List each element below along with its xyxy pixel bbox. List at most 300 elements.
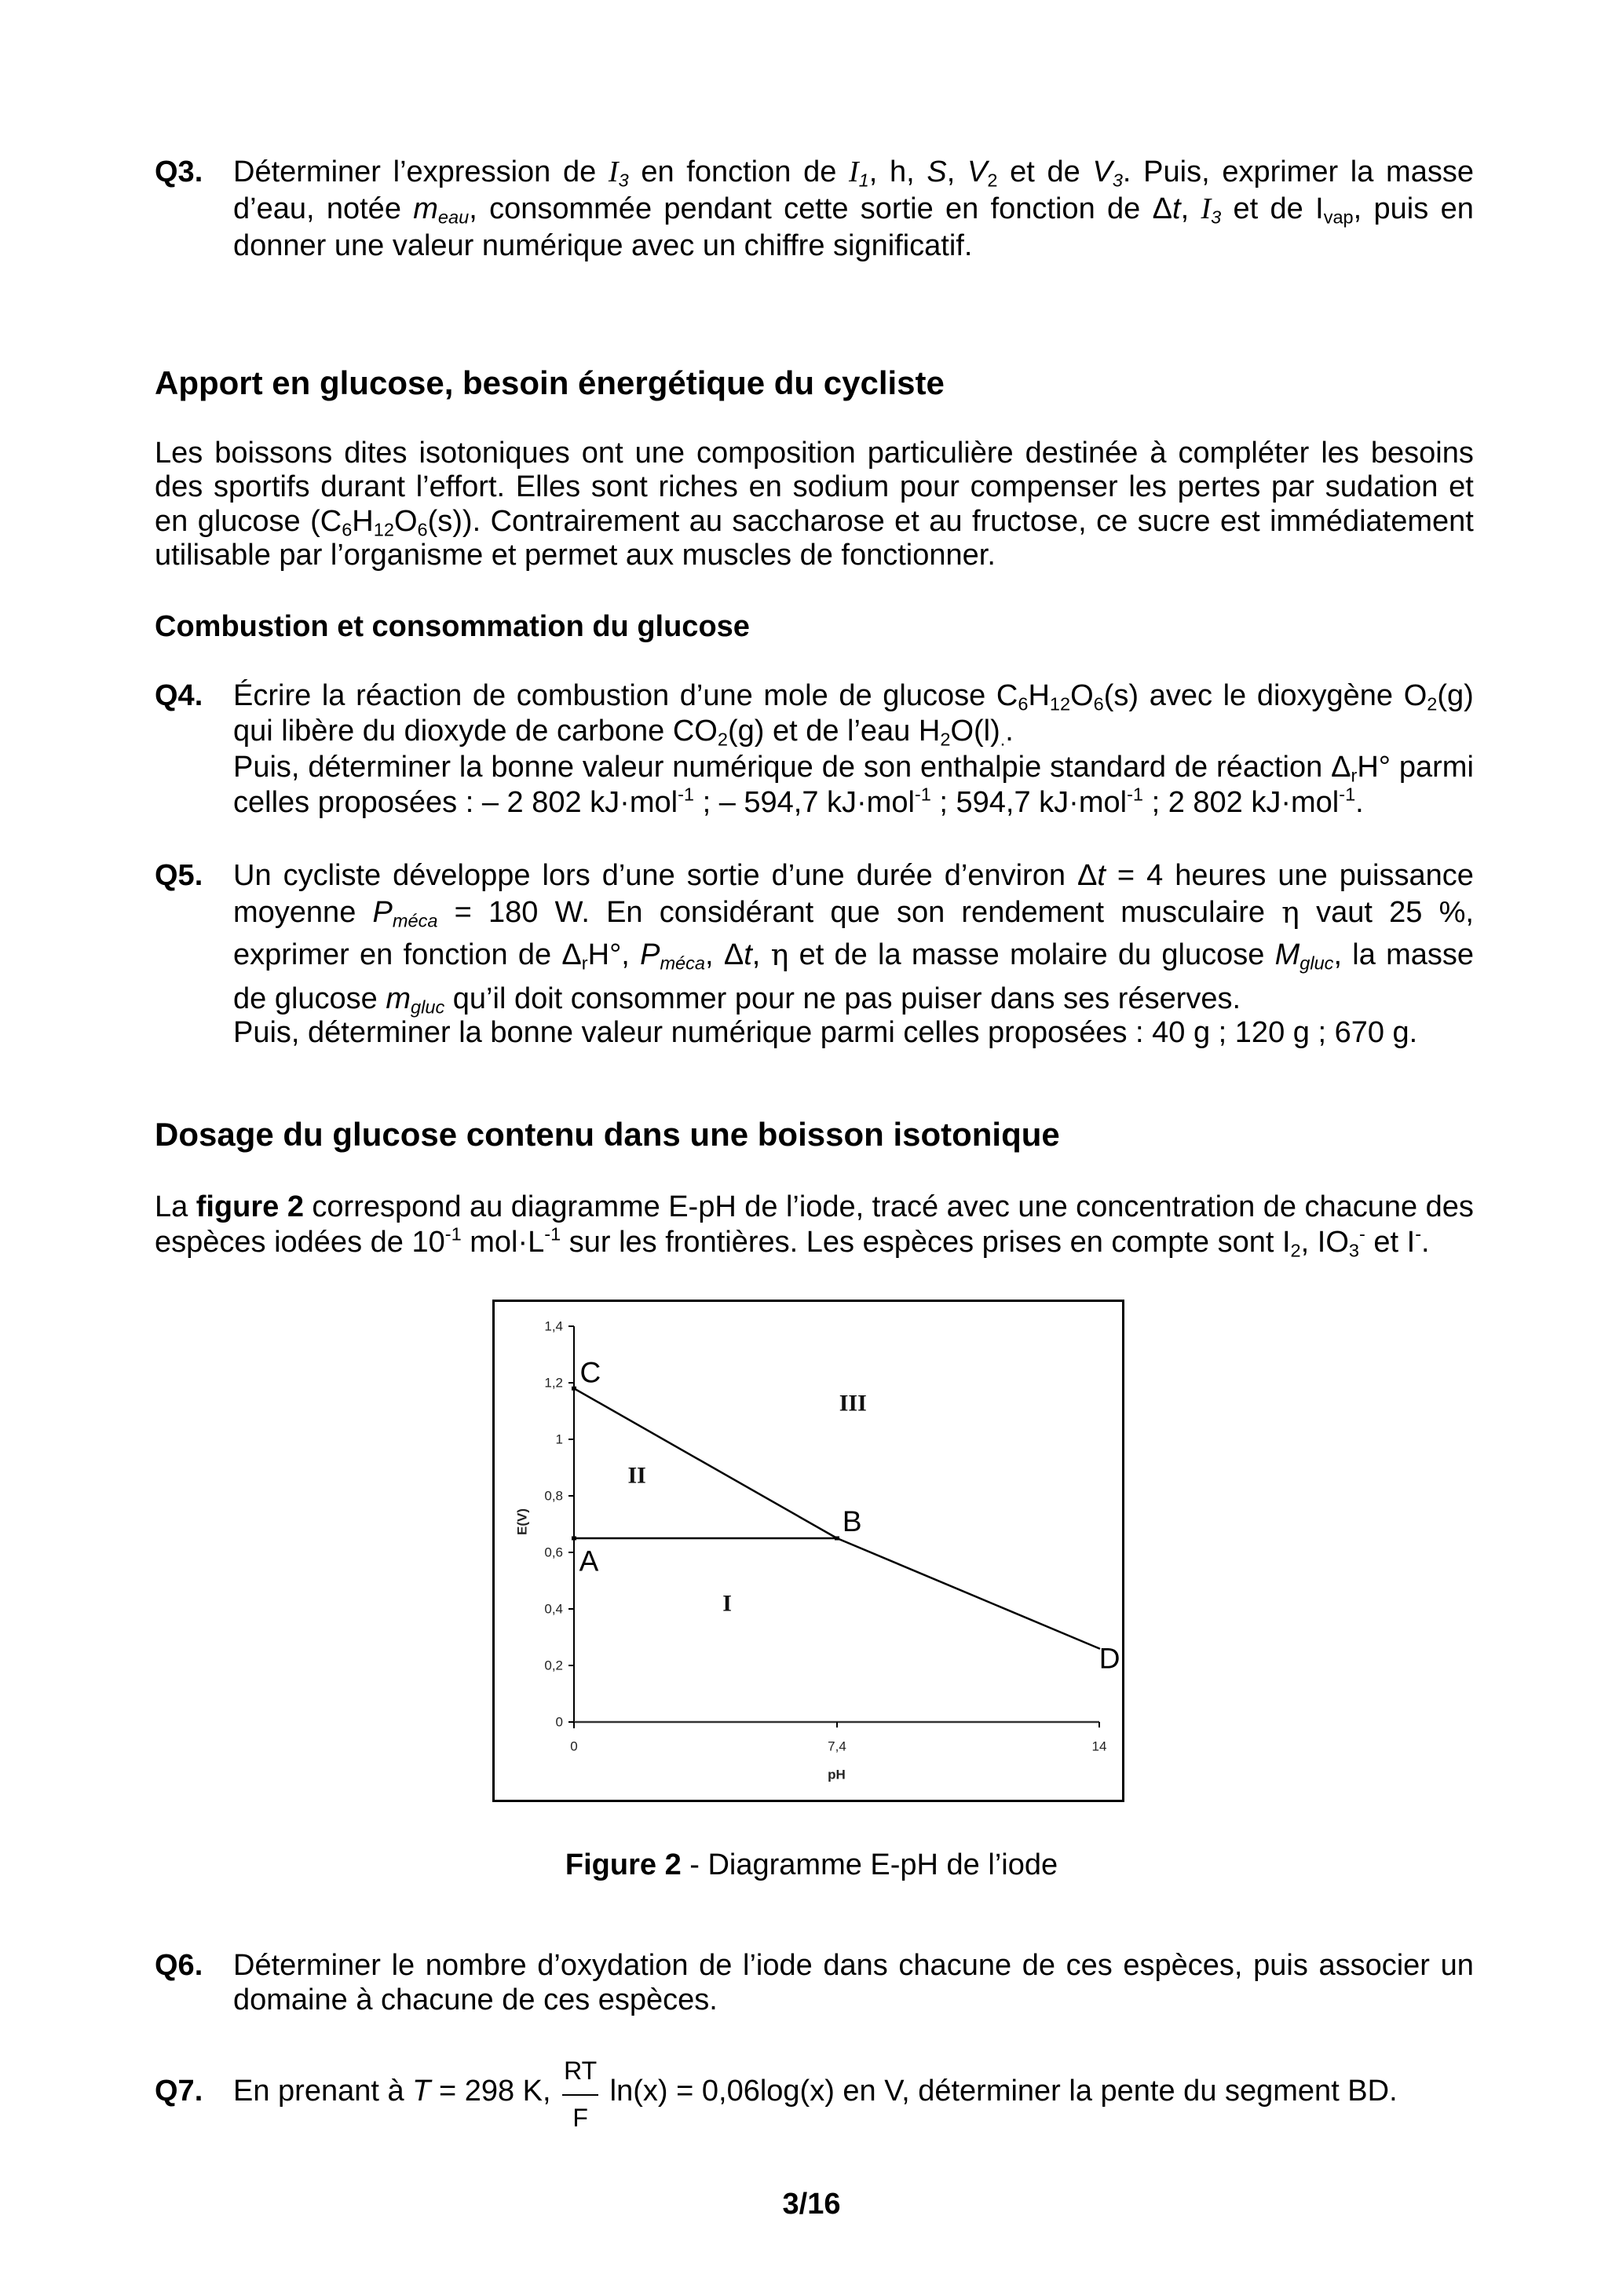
text-word: de: [699, 1949, 733, 1982]
text-word: 180: [488, 896, 539, 929]
text-word: ΔrH°: [1331, 750, 1391, 786]
text-word: pertes: [1177, 470, 1261, 504]
text-word: 25: [1389, 896, 1423, 929]
text-word: et: [1233, 192, 1259, 225]
point-label-a: A: [579, 1545, 599, 1578]
text-word: durant: [320, 470, 405, 504]
domain-label-iii: III: [839, 1390, 867, 1417]
text-word: de: [803, 155, 837, 188]
y-tick-label: 0,8: [544, 1488, 563, 1504]
italic-text: S: [927, 155, 947, 188]
text-word: concentration: [1076, 1190, 1256, 1223]
text-word: combustion: [516, 679, 670, 712]
text-word: masse: [1386, 938, 1474, 971]
text-word: de: [1270, 192, 1303, 225]
segment-bd: [837, 1538, 1099, 1648]
text-word: l’expression: [393, 155, 551, 188]
text-word: standard: [1050, 750, 1167, 784]
text-word: lors: [542, 859, 590, 892]
superscript: -1: [1127, 784, 1144, 805]
subscript: 6: [342, 519, 353, 540]
fraction-denominator: F: [572, 2104, 588, 2132]
italic-subscript: méca: [392, 910, 438, 931]
text-word: des: [155, 470, 203, 504]
text-word: l’iode: [743, 1949, 813, 1982]
subscript: 6: [1093, 693, 1104, 715]
question-label: Q7.: [155, 2075, 203, 2108]
superscript: -1: [444, 1223, 462, 1245]
text-word: que: [830, 896, 880, 929]
page-number: 3/16: [782, 2188, 841, 2221]
text-word: pour: [899, 470, 960, 504]
point-label-c: C: [579, 1356, 601, 1389]
text-word: cycliste: [283, 859, 382, 892]
paragraph: [233, 750, 1474, 821]
subscript: 3: [1348, 1240, 1359, 1261]
text-word: consommée: [489, 192, 652, 225]
text-word: de: [1022, 1949, 1055, 1982]
text-word: [196, 1190, 304, 1225]
text-word: Puis,: [1143, 155, 1210, 188]
text-word: d’eau,: [233, 192, 315, 225]
text-word: %,: [1438, 896, 1474, 929]
text-word: d’une: [679, 679, 753, 712]
text-line: celles proposées : – 2 802 kJ·mol$^{-1}$ ; – 594,7 kJ·mol$^{-1}$ ; 594,7 kJ·mol$^{-1}$ ; 2 802 kJ·mol$^{-1}$.: [233, 784, 1364, 820]
subscript: vap: [1323, 207, 1354, 228]
text-word: dioxygène: [1256, 679, 1394, 712]
text-word: à: [1150, 437, 1167, 470]
paragraph: [233, 2057, 1474, 2132]
text-line: [155, 470, 1474, 504]
text-word: chacune: [898, 1949, 1012, 1982]
point-marker-b: [835, 1537, 839, 1541]
text-word: heures: [1175, 859, 1267, 892]
text-word: d’oxydation: [537, 1949, 689, 1982]
text-word: chacune: [1304, 1190, 1418, 1223]
subscript: 12: [373, 519, 394, 540]
text-word: au: [469, 1190, 503, 1223]
text-word: du: [1117, 938, 1152, 971]
italic-subscript: gluc: [1299, 952, 1334, 974]
text-line: [233, 1948, 1474, 1983]
text-word: la: [1350, 155, 1374, 188]
text-word: pendant: [663, 192, 772, 225]
text-word: tracé: [872, 1190, 939, 1223]
text-line: de glucose mgluc qu’il doit consommer pour ne pas puiser dans ses réserves.: [233, 982, 1241, 1018]
text-word: [1281, 895, 1299, 930]
subscript: 6: [417, 519, 428, 540]
text-word: [609, 154, 629, 191]
text-word: l’effort.: [415, 470, 506, 504]
text-word: de: [1047, 155, 1080, 188]
text-word: la: [321, 679, 345, 712]
text-word: parmi: [1398, 750, 1474, 784]
paragraph-text: [155, 437, 1474, 573]
script-symbol: I: [849, 155, 859, 188]
text-word: masse: [911, 938, 1000, 971]
text-word: (C6H12O6(s)).: [310, 504, 481, 540]
text-word: fructose,: [971, 504, 1087, 538]
text-word: [1201, 191, 1221, 228]
paragraph: [0, 1848, 1623, 1882]
bold-text: figure 2: [196, 1190, 304, 1223]
text-word: fonction: [990, 192, 1095, 225]
text-word: Contrairement: [490, 504, 680, 538]
text-word: I1,: [849, 155, 878, 191]
text-word: avec: [946, 1190, 1010, 1223]
text-word: les: [1128, 470, 1167, 504]
text-word: puis: [1373, 192, 1429, 225]
text-line: En prenant à T = 298 K, $\frac{RT}{F}$ ln(x) = 0,06log(x) en V, déterminer la pente du segment BD.: [233, 2057, 1398, 2132]
y-tick-label: 0,4: [544, 1601, 563, 1617]
text-word: [373, 895, 438, 930]
text-word: de: [1174, 750, 1208, 784]
text-word: fonction: [686, 155, 791, 188]
text-word: l’iode,: [785, 1190, 865, 1223]
paragraph-text: [155, 1190, 1474, 1260]
text-word: associer: [1318, 1949, 1430, 1982]
text-word: sodium: [792, 470, 890, 504]
text-word: des: [1425, 1190, 1474, 1223]
text-word: d’environ: [944, 859, 1066, 892]
question-label: Q4.: [155, 679, 203, 712]
text-word: et: [1010, 155, 1035, 188]
text-word: glucose: [197, 504, 301, 538]
y-tick-label: 0,2: [544, 1658, 563, 1673]
point-marker-c: [572, 1387, 576, 1391]
text-word: puissance: [1339, 859, 1474, 892]
x-tick-label: 0: [570, 1738, 578, 1754]
subscript: 2: [1290, 1240, 1301, 1261]
text-word: 4: [1146, 859, 1164, 892]
paragraph: [233, 154, 1474, 265]
text-word: saccharose: [732, 504, 885, 538]
text-word: C6H12O6(s): [996, 679, 1139, 715]
italic-subscript: méca: [660, 952, 706, 974]
text-line: domaine à chacune de ces espèces.: [233, 1983, 718, 2016]
text-word: vaut: [1316, 896, 1373, 929]
text-word: son: [863, 750, 912, 784]
text-word: Un: [233, 859, 272, 892]
text-word: en: [748, 470, 782, 504]
italic-subscript: 3: [1112, 170, 1123, 191]
text-word: exprimer: [1222, 155, 1339, 188]
text-word: glucose: [883, 679, 986, 712]
text-word: molaire: [1010, 938, 1108, 971]
bold-text: Figure 2: [565, 1848, 682, 1881]
superscript: -1: [914, 784, 931, 805]
text-word: En: [606, 896, 643, 929]
question-label: Q3.: [155, 155, 203, 188]
italic-text: m: [386, 982, 411, 1015]
paragraph: [155, 1190, 1474, 1260]
text-line: [233, 750, 1474, 785]
text-line: utilisable par l’organisme et permet aux muscles de fonctionner.: [155, 539, 996, 572]
text-word: en: [155, 504, 188, 538]
text-line: [155, 505, 1474, 539]
fraction-numerator: RT: [564, 2057, 598, 2085]
y-axis-title: E(V): [514, 1508, 530, 1535]
text-word: valeur: [582, 750, 664, 784]
italic-text: V: [1092, 155, 1113, 188]
italic-subscript: 1: [858, 170, 869, 191]
text-word: une: [634, 437, 685, 470]
italic-text: T: [412, 2075, 431, 2108]
text-word: sortie: [860, 192, 934, 225]
italic-text: V: [967, 155, 988, 188]
text-line: Puis, déterminer la bonne valeur numérique parmi celles proposées : 40 g ; 120 g ; 670 g.: [233, 1016, 1418, 1049]
text-word: Mgluc,: [1274, 938, 1343, 974]
text-word: sudation: [1325, 470, 1438, 504]
text-word: son: [896, 896, 945, 929]
text-word: notée: [326, 192, 401, 225]
domain-label-i: I: [722, 1590, 732, 1617]
point-marker-a: [572, 1537, 576, 1541]
text-word: le: [391, 1949, 415, 1982]
text-word: déterminer: [308, 750, 451, 784]
text-word: =: [454, 896, 472, 929]
superscript: -: [1358, 1223, 1365, 1245]
y-tick-label: 0: [555, 1714, 563, 1730]
text-word: au: [929, 504, 963, 538]
paragraph: [233, 1948, 1474, 2017]
text-word: immédiatement: [1270, 504, 1474, 538]
subscript: 6: [1018, 693, 1029, 715]
figure-e-ph-diagram: [492, 1300, 1124, 1802]
text-word: W.: [554, 896, 590, 929]
text-word: et: [894, 504, 919, 538]
figure-caption: [0, 1848, 1623, 1882]
text-word: en: [1440, 192, 1474, 225]
text-line: [155, 437, 1474, 470]
text-word: O2(g): [1403, 679, 1474, 715]
text-word: fonction: [403, 938, 508, 971]
paragraph: [233, 1015, 1474, 1050]
y-tick-label: 0,6: [544, 1545, 563, 1560]
section-heading-glucose: Apport en glucose, besoin énergétique du cycliste: [155, 364, 945, 401]
script-symbol: I: [1201, 192, 1212, 225]
question-label: Q5.: [155, 859, 203, 892]
fraction: [562, 2057, 598, 2132]
text-word: un: [1440, 1949, 1474, 1982]
question-label: Q6.: [155, 1949, 203, 1982]
italic-text: t: [744, 938, 752, 971]
text-word: exprimer: [233, 938, 349, 971]
text-line: [233, 938, 1474, 973]
text-word: ont: [581, 437, 623, 470]
text-line: [233, 678, 1474, 714]
superscript: -1: [678, 784, 695, 805]
text-word: d’une: [771, 859, 845, 892]
text-word: La: [155, 1190, 188, 1223]
text-word: Écrire: [233, 679, 312, 712]
text-word: de: [834, 938, 868, 971]
text-word: [967, 154, 997, 191]
text-word: sortie: [686, 859, 760, 892]
text-word: dans: [823, 1949, 888, 1982]
paragraph: [233, 678, 1474, 750]
text-word: Puis,: [233, 750, 300, 784]
text-word: Déterminer: [233, 155, 381, 188]
text-word: Δt: [1077, 859, 1106, 892]
subscript: 2: [717, 729, 728, 750]
text-word: une: [1018, 1190, 1068, 1223]
italic-text: P: [640, 938, 660, 971]
subscript: r: [581, 952, 588, 974]
text-word: V3.: [1092, 155, 1131, 191]
text-word: compléter: [1178, 437, 1310, 470]
point-label-b: B: [842, 1504, 862, 1537]
text-line: espèces iodées de $10^{-1}$ $mol\cdot L^{-1}$ sur les frontières. Les espèces prises en compte sont I2, IO3- et I-.: [155, 1223, 1430, 1261]
text-word: le: [1223, 679, 1247, 712]
text-word: h,: [890, 155, 915, 188]
text-word: besoins: [1370, 437, 1474, 470]
italic-subscript: 3: [1211, 207, 1222, 228]
text-word: Pméca,: [640, 938, 714, 974]
question-text: [233, 858, 1474, 1050]
text-word: d’une: [601, 859, 675, 892]
text-line: qui libère du dioxyde de carbone CO2(g) et de l’eau H2O(l)..: [233, 715, 1014, 750]
subscript: .: [1000, 729, 1006, 750]
question-text: [233, 2057, 1474, 2132]
text-word: ce: [1096, 504, 1128, 538]
text-word: masse: [1386, 155, 1474, 188]
text-line: [233, 858, 1474, 893]
text-line: [233, 191, 1474, 228]
italic-text: m: [413, 192, 438, 225]
italic-subscript: gluc: [411, 996, 445, 1018]
text-word: composition: [696, 437, 856, 470]
x-tick-label: 14: [1091, 1738, 1107, 1754]
text-word: boissons: [214, 437, 333, 470]
text-word: mole: [763, 679, 828, 712]
text-word: Elles: [515, 470, 581, 504]
paragraph: [233, 858, 1474, 1016]
text-word: Δt,: [723, 938, 761, 971]
greek-symbol: η: [1281, 895, 1299, 930]
text-word: sportifs: [214, 470, 310, 504]
text-word: réaction: [356, 679, 462, 712]
text-word: et: [799, 938, 824, 971]
e-ph-chart: [492, 1300, 1124, 1802]
text-word: diagramme: [510, 1190, 660, 1223]
text-line: Figure 2 - Diagramme E-pH de l’iode: [565, 1848, 1058, 1881]
text-word: les: [1321, 437, 1359, 470]
text-word: moyenne: [233, 896, 356, 929]
text-word: rendement: [961, 896, 1105, 929]
text-word: ces: [1066, 1949, 1113, 1982]
text-word: Δt,: [1152, 192, 1190, 225]
text-word: puis: [1253, 1949, 1308, 1982]
text-word: glucose: [1161, 938, 1265, 971]
question-text: [233, 1948, 1474, 2017]
text-word: particulière: [867, 437, 1014, 470]
text-word: musculaire: [1120, 896, 1265, 929]
subscript: 2: [1427, 693, 1438, 715]
text-word: nombre: [425, 1949, 527, 1982]
superscript: -1: [544, 1223, 561, 1245]
text-word: [771, 938, 789, 973]
text-word: correspond: [312, 1190, 462, 1223]
text-line: [233, 895, 1474, 930]
text-word: Déterminer: [233, 1949, 381, 1982]
greek-symbol: η: [770, 938, 789, 972]
text-word: par: [1271, 470, 1314, 504]
italic-subscript: eau: [437, 207, 470, 228]
text-word: Les: [155, 437, 203, 470]
text-word: de: [839, 679, 872, 712]
section-heading-dosage: Dosage du glucose contenu dans une boisson isotonique: [155, 1116, 1060, 1153]
text-word: numérique: [672, 750, 813, 784]
superscript: -: [1415, 1223, 1422, 1245]
text-word: cette: [784, 192, 849, 225]
text-word: la: [878, 938, 901, 971]
text-word: espèces,: [1123, 1949, 1243, 1982]
domain-label-ii: II: [627, 1462, 646, 1489]
text-word: durée: [856, 859, 933, 892]
text-line: donner une valeur numérique avec un chiffre significatif.: [233, 229, 973, 262]
text-word: destinée: [1025, 437, 1139, 470]
text-word: ΔrH°,: [561, 938, 630, 974]
y-tick-label: 1,4: [544, 1318, 563, 1334]
text-word: sucre: [1137, 504, 1211, 538]
superscript: -1: [1339, 784, 1356, 805]
text-word: avec: [1149, 679, 1212, 712]
italic-text: P: [372, 896, 393, 929]
italic-text: t: [1172, 192, 1181, 225]
y-tick-label: 1,2: [544, 1375, 563, 1391]
text-word: est: [1219, 504, 1260, 538]
fraction-bar: [562, 2094, 598, 2096]
italic-subscript: 3: [618, 170, 629, 191]
italic-text: t: [1097, 859, 1106, 892]
y-tick-label: 1: [555, 1431, 563, 1447]
text-word: de: [472, 679, 506, 712]
text-word: de: [517, 938, 552, 971]
text-word: de: [1263, 1190, 1297, 1223]
text-word: de: [821, 750, 855, 784]
text-word: isotoniques: [419, 437, 570, 470]
text-word: Ivap,: [1315, 192, 1362, 228]
text-word: de: [1107, 192, 1141, 225]
segment-cb: [574, 1388, 837, 1538]
text-word: considérant: [659, 896, 814, 929]
text-word: enthalpie: [920, 750, 1042, 784]
text-word: de: [562, 155, 597, 188]
text-word: la: [459, 750, 483, 784]
text-word: la: [1352, 938, 1376, 971]
text-word: et: [1449, 470, 1474, 504]
subheading-combustion: Combustion et consommation du glucose: [155, 610, 750, 643]
text-word: dites: [344, 437, 408, 470]
text-word: de: [744, 1190, 778, 1223]
text-word: bonne: [491, 750, 574, 784]
x-tick-label: 7,4: [828, 1738, 846, 1754]
text-word: développe: [393, 859, 531, 892]
text-word: au: [689, 504, 723, 538]
point-label-d: D: [1098, 1642, 1120, 1675]
question-text: [233, 154, 1474, 265]
text-word: en: [360, 938, 393, 971]
text-word: réaction: [1216, 750, 1323, 784]
text-word: E-pH: [668, 1190, 737, 1223]
subscript: 12: [1049, 693, 1071, 715]
italic-text: M: [1274, 938, 1300, 971]
subscript: 2: [987, 170, 998, 191]
x-axis-title: pH: [828, 1767, 846, 1782]
text-word: meau,: [413, 192, 477, 228]
text-word: S,: [927, 155, 956, 188]
